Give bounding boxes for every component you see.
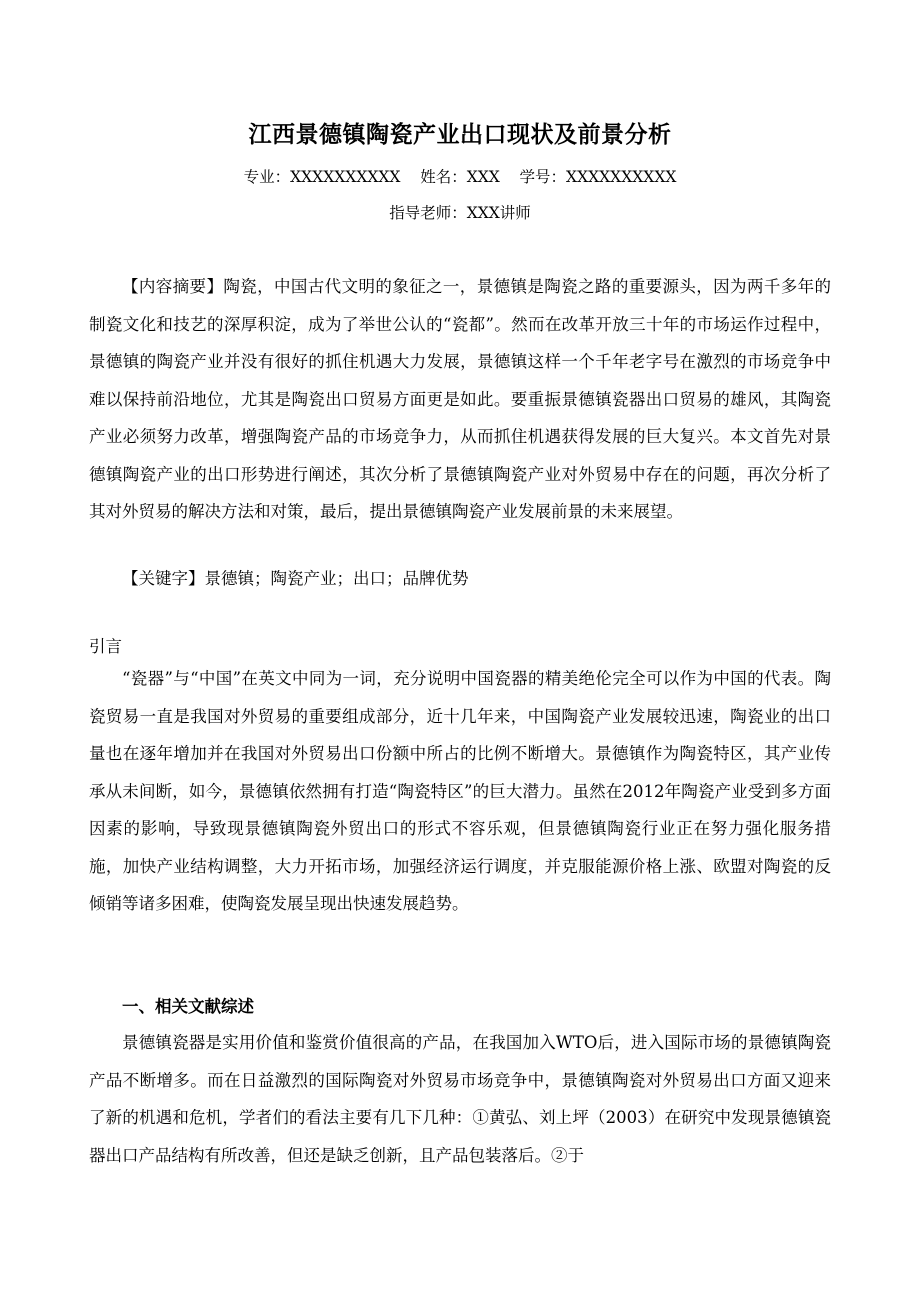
advisor-value: XXX讲师 [466, 204, 531, 222]
major-value: XXXXXXXXXX [290, 168, 401, 186]
document-title: 江西景德镇陶瓷产业出口现状及前景分析 [248, 122, 672, 148]
student-id-label: 学号： [519, 168, 567, 186]
author-info-line [0, 166, 920, 188]
major-label: 专业： [243, 168, 291, 186]
keywords-label: 【关键字】 [122, 569, 205, 588]
abstract-label: 【内容摘要】 [122, 277, 224, 296]
introduction-paragraph: “瓷器”与“中国”在英文中同为一词，充分说明中国瓷器的精美绝伦完全可以作为中国的代表。陶瓷贸易一直是我国对外贸易的重要组成部分，近十几年来，中国陶瓷产业发展较迅速，陶瓷业的出口量也在逐年增加并在我国对外贸易出口份额中所占的比例不断增大。景德镇作为陶瓷特区，其产业传承从未间断，如今，景德镇依然拥有打造“陶瓷特区”的巨大潜力。虽然在2012年陶瓷产业受到多方面因素的影响，导致现景德镇陶瓷外贸出口的形式不容乐观，但景德镇陶瓷行业正在努力强化服务措施，加快产业结构调整，大力开拓市场，加强经济运行调度，并克服能源价格上涨、欧盟对陶瓷的反倾销等诸多困难，使陶瓷发展呈现出快速发展趋势。 [89, 669, 831, 913]
name-value: XXX [466, 168, 500, 186]
name-label: 姓名： [420, 168, 467, 186]
keywords-text: 景德镇；陶瓷产业；出口；品牌优势 [204, 569, 469, 588]
section-1-heading: 一、相关文献综述 [122, 997, 254, 1016]
abstract-text: 陶瓷，中国古代文明的象征之一，景德镇是陶瓷之路的重要源头，因为两千多年的制瓷文化和技艺的深厚积淀，成为了举世公认的“瓷都”。然而在改革开放三十年的市场运作过程中，景德镇的陶瓷产业并没有很好的抓住机遇大力发展，景德镇这样一个千年老字号在激烈的市场竞争中难以保持前沿地位，尤其是陶瓷出口贸易方面更是如此。要重振景德镇瓷器出口贸易的雄风，其陶瓷产业必须努力改革，增强陶瓷产品的市场竞争力，从而抓住机遇获得发展的巨大复兴。本文首先对景德镇陶瓷产业的出口形势进行阐述，其次分析了景德镇陶瓷产业对外贸易中存在的问题，再次分析了其对外贸易的解决方法和对策，最后，提出景德镇陶瓷产业发展前景的未来展望。 [89, 277, 832, 521]
student-id-value: XXXXXXXXXX [566, 168, 677, 186]
keywords-paragraph [89, 560, 831, 598]
advisor-info-line [0, 202, 920, 224]
advisor-label: 指导老师： [389, 204, 467, 222]
introduction-heading: 引言 [89, 637, 122, 656]
abstract-paragraph [89, 268, 831, 531]
section-1-paragraph: 景德镇瓷器是实用价值和鉴赏价值很高的产品，在我国加入WTO后，进入国际市场的景德镇陶瓷产品不断增多。而在日益激烈的国际陶瓷对外贸易市场竞争中，景德镇陶瓷对外贸易出口方面又迎来了新的机遇和危机，学者们的看法主要有几下几种：①黄弘、刘上坪（2003）在研究中发现景德镇瓷器出口产品结构有所改善，但还是缺乏创新，且产品包装落后。②于 [89, 1033, 831, 1165]
